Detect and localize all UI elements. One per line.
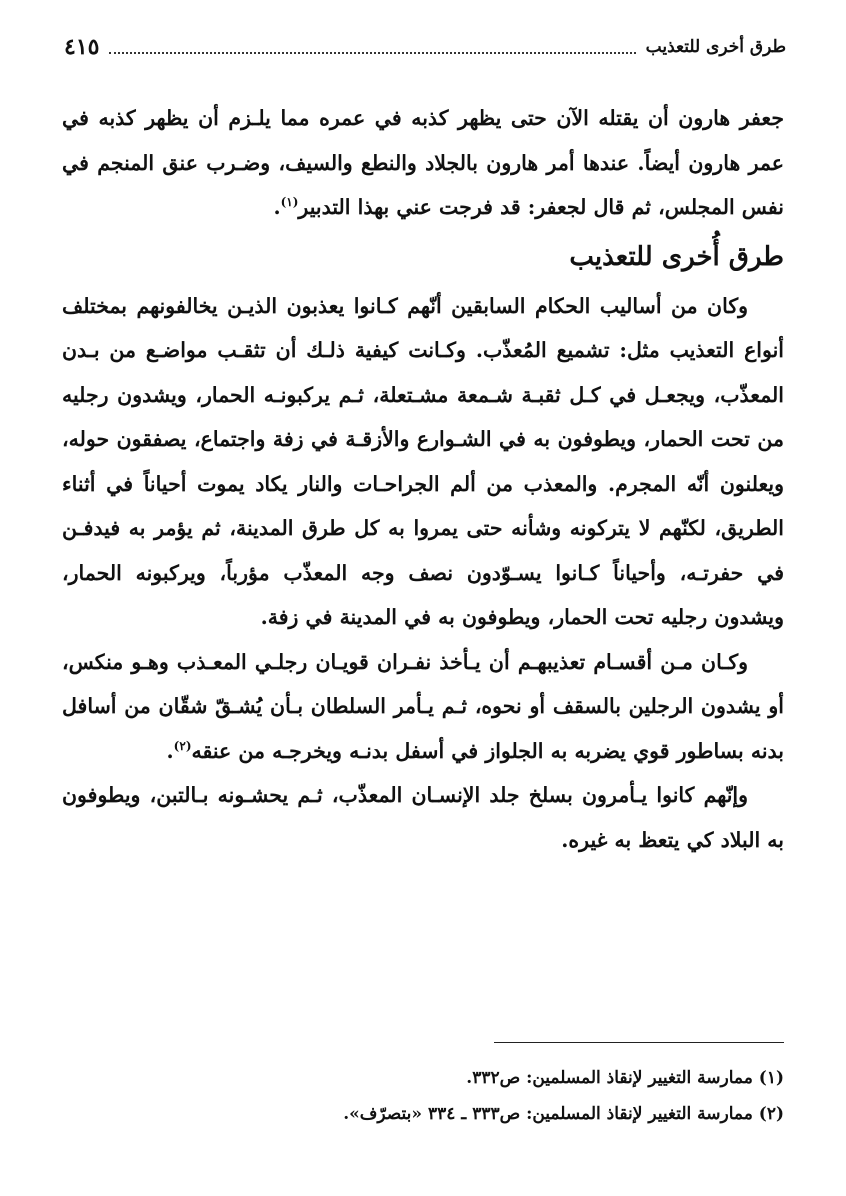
footnote-ref-2: (٢) [173, 738, 192, 753]
paragraph-torture-methods: وكان من أساليب الحكام السابقين أنّهم كـانوا يعذبون الذيـن يخالفونهم بمختلف أنواع التعذيب مثل: تشميع المُعذّب. وكـانت كيفية ذلـك أن تثقـب مواضـع من بـدن المعذّب، ويجعـل في كـل ثقبـة شـمعة مشـتعلة، ثـم يركبونـه الحمار، ويشدون رجليه من تحت الحمار، ويطوفون به في الشـوارع والأزقـة في زفة واجتماع، يصفقون حوله، ويعلنون أنّه المجرم. والمعذب من ألم الجراحـات والنار يكاد يموت أحياناً في أثناء الطريق، لكنّهم لا يتركونه وشأنه حتى يمروا به كل طرق المدينة، ثم يؤمر به فيدفـن في حفرتـه، وأحياناً كـانوا يسـوّدون نصف وجه المعذّب مؤرباً، ويركبونه الحمار، ويشدون رجليه تحت الحمار، ويطوفون به في المدينة في زفة. [62, 293, 784, 629]
main-text [62, 96, 784, 862]
paragraph-end: . [166, 738, 174, 763]
paragraph-text: جعفر هارون أن يقتله الآن حتى يظهر كذبه في عمره مما يلـزم أن يظهر كذبه في عمر هارون أيضاً. عندها أمر هارون بالجلاد والنطع والسيف، وضـرب عنق المنجم في نفس المجلس، ثم قال لجعفر: قد فرجت عني بهذا التدبير [62, 106, 784, 219]
footnote-ref-1: (١) [280, 195, 299, 210]
section-heading: طرق أُخرى للتعذيب [569, 241, 784, 272]
paragraph-torture-types [62, 640, 784, 774]
dotted-leader [109, 40, 635, 54]
paragraph-text: وكـان مـن أقسـام تعذيبهـم أن يـأخذ نفـران قويـان رجلـي المعـذب وهـو منكس، أو يشدون الرجلين بالسقف أو نحوه، ثـم يـأمر السلطان بـأن يُشـقّ شقّان من أسافل بدنه بساطور قوي يضربه به الجلواز في أسفل بدنـه ويخرجـه من عنقه [62, 649, 784, 763]
page-number: ٤١٥ [64, 34, 100, 60]
footnote-2: (٢) ممارسة التغيير لإنقاذ المسلمين: ص٣٣٣ ـ ٣٣٤ «بتصرّف». [343, 1104, 784, 1124]
page-header [64, 32, 786, 62]
footnote-separator [494, 1042, 784, 1043]
paragraph-end: . [273, 195, 281, 219]
paragraph-continuation [62, 96, 784, 230]
footnotes [62, 1060, 784, 1132]
footnote-1: (١) ممارسة التغيير لإنقاذ المسلمين: ص٣٣٢. [466, 1068, 784, 1088]
running-title: طرق أخرى للتعذيب [645, 37, 786, 57]
paragraph-skinning: وإنّهم كانوا يـأمرون بسلخ جلد الإنسـان المعذّب، ثـم يحشـونه بـالتبن، ويطوفون به البلاد كي يتعظ به غيره. [62, 783, 784, 852]
